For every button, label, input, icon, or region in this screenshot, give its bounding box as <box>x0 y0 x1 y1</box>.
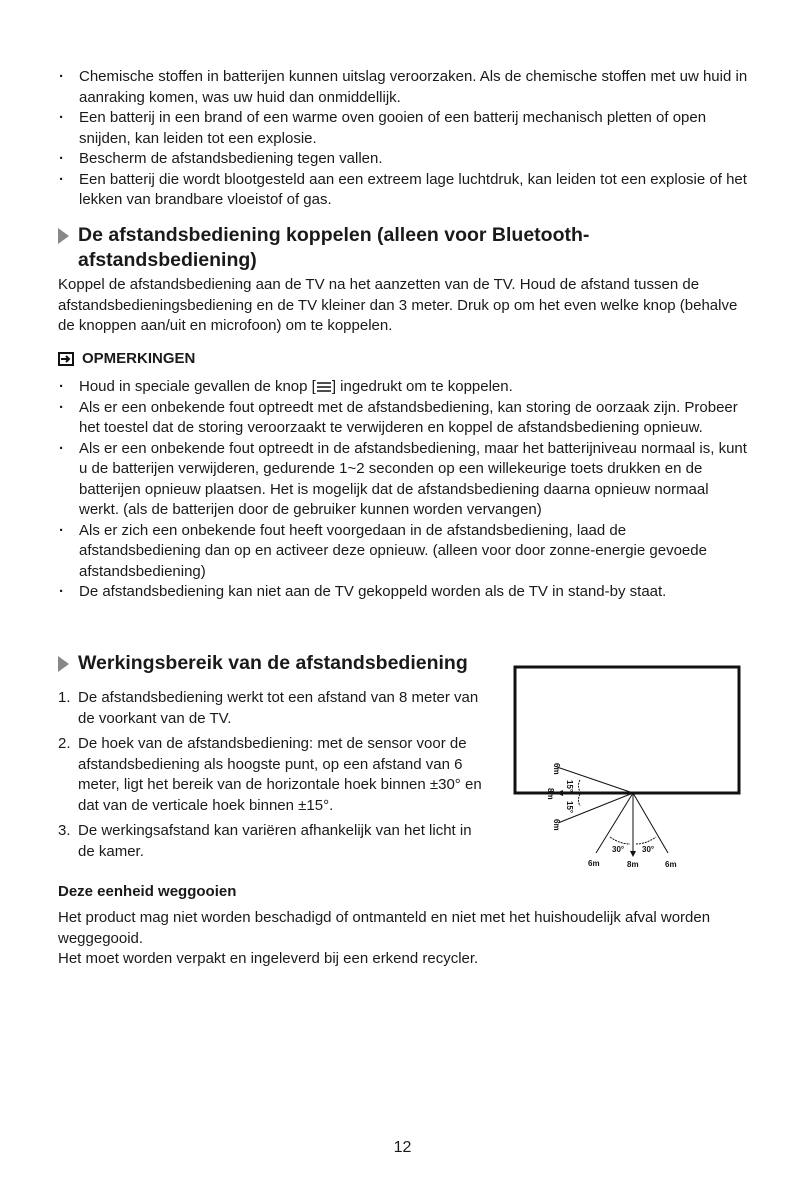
disposal-heading: Deze eenheid weggooien <box>58 883 237 900</box>
list-item: · Een batterij die wordt blootgesteld aan een extreem lage luchtdruk, kan leiden tot een explosie of het lekken van brandbare vloeistof of gas. <box>59 170 751 211</box>
list-item: · Bescherm de afstandsbediening tegen vallen. <box>59 149 751 170</box>
list-item: · Een batterij in een brand of een warme oven gooien of een batterij mechanisch pletten of open snijden, kan leiden tot een explosie. <box>59 108 751 149</box>
v-angle-top-label: 15° <box>565 780 574 793</box>
v-center-label: 8m <box>546 788 555 800</box>
range-section <box>58 651 498 676</box>
h-right-label: 6m <box>665 860 677 869</box>
list-item: · Als er een onbekende fout optreedt met de afstandsbediening, kan storing de oorzaak zijn. Probeer het toestel dat de storing veroorzaakt te verwijderen en koppel de afstandsbediening opnieuw. <box>59 398 751 439</box>
range-diagram <box>510 660 750 875</box>
list-item: 3. De werkingsafstand kan variëren afhankelijk van het licht in de kamer. <box>58 822 472 860</box>
pairing-body: Koppel de afstandsbediening aan de TV na het aanzetten van de TV. Houd de afstand tussen de afstandsbedieningsbediening en de TV kleiner dan 3 meter. Druk op om het even welke knop (behalve de knoppen aan/uit en microfoon) om te koppelen. <box>58 276 738 334</box>
page-number: 12 <box>393 1139 412 1156</box>
range-list <box>58 688 483 867</box>
triangle-bullet-icon <box>58 656 69 672</box>
v-top-label: 6m <box>552 763 561 775</box>
section-heading: De afstandsbediening koppelen (alleen voor Bluetooth-afstandsbediening) <box>58 223 638 273</box>
list-item: · Als er zich een onbekende fout heeft voorgedaan in de afstandsbediening, laad de afstandsbediening dan op en activeer deze opnieuw. (alleen voor door zonne-energie gevoede afstandsbediening) <box>59 521 751 583</box>
disposal-line: Het moet worden verpakt en ingeleverd bij een erkend recycler. <box>58 950 479 967</box>
note-arrow-icon <box>58 352 74 366</box>
list-item: · De afstandsbediening kan niet aan de TV gekoppeld worden als de TV in stand-by staat. <box>59 582 751 603</box>
section-heading: Werkingsbereik van de afstandsbediening <box>58 651 498 676</box>
notes-heading: OPMERKINGEN <box>58 349 195 370</box>
battery-warnings <box>59 67 751 211</box>
right-range-line <box>633 793 668 853</box>
list-item: · Als er een onbekende fout optreedt in de afstandsbediening, maar het batterijniveau normaal is, kunt u de batterijen verwijderen, gedurende 1~2 seconden op een willekeurige toets drukken en de batterijen opnieuw plaatsen. Het is mogelijk dat de afstandsbediening daarna opnieuw normaal werkt. (als de batterijen door de gebruiker kunnen worden vervangen) <box>59 439 751 521</box>
tv-outline <box>515 667 739 793</box>
list-item: 1. De afstandsbediening werkt tot een afstand van 8 meter van de voorkant van de TV. <box>58 689 479 727</box>
v-bottom-label: 6m <box>552 819 561 831</box>
list-item: 2. De hoek van de afstandsbediening: met de sensor voor de afstandsbediening als hoogste punt, op een afstand van 6 meter, ligt het bereik van de horizontale hoek binnen ±30° en dat van de verticale hoek binnen ±15°. <box>58 735 482 814</box>
pairing-section <box>58 223 638 273</box>
notes-list <box>59 377 751 603</box>
list-item: · Chemische stoffen in batterijen kunnen uitslag veroorzaken. Als de chemische stoffen met uw huid in aanraking komen, was uw huid dan onmiddellijk. <box>59 67 751 108</box>
v-angle-bottom-label: 15° <box>565 801 574 814</box>
h-angle-left-label: 30° <box>612 845 625 854</box>
h-angle-right-label: 30° <box>642 845 655 854</box>
menu-icon <box>316 381 332 393</box>
h-center-label: 8m <box>627 860 639 869</box>
h-left-label: 6m <box>588 859 600 868</box>
list-item: · Houd in speciale gevallen de knop [ ] ingedrukt om te koppelen. <box>59 377 751 398</box>
disposal-line: Het product mag niet worden beschadigd of ontmanteld en niet met het huishoudelijk afval worden weggegooid. <box>58 909 711 947</box>
triangle-bullet-icon <box>58 228 69 244</box>
